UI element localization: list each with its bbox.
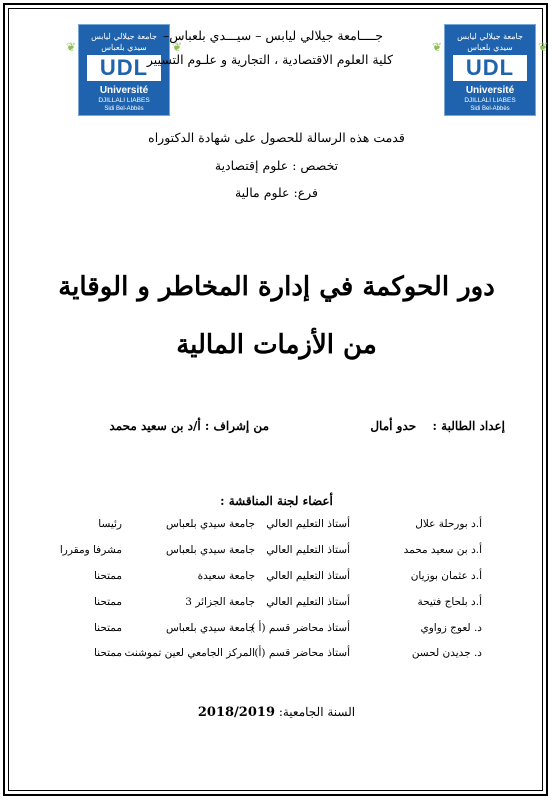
- logo-brand: UDL: [87, 55, 161, 81]
- member-university: جامعة سيدي بلعباس: [165, 518, 255, 530]
- member-name: أ.د بلحاج فتيحة: [417, 596, 482, 608]
- logo-latin-line2: DJILLALI LIABES: [464, 97, 516, 104]
- supervisor-label: من إشراف :: [204, 419, 269, 433]
- year-label: السنة الجامعية:: [278, 705, 356, 719]
- committee-row: [62, 596, 482, 610]
- member-rank: أستاذ التعليم العالي: [266, 544, 350, 556]
- member-name: أ.د بن سعيد محمد: [403, 544, 482, 556]
- member-rank: أستاذ التعليم العالي: [266, 518, 350, 530]
- thesis-title-line1: دور الحوكمة في إدارة المخاطر و الوقاية: [58, 272, 495, 302]
- member-role: رئيسا: [98, 518, 122, 530]
- committee-row: [62, 570, 482, 584]
- logo-latin-line1: Université: [465, 85, 515, 96]
- thesis-title-line2: من الأزمات المالية: [176, 330, 377, 360]
- olive-branch-icon: ❦: [172, 40, 183, 54]
- olive-branch-icon: ❦: [432, 40, 443, 54]
- member-university: جامعة سعيدة: [197, 570, 255, 582]
- specialty: تخصص : علوم إقتصادية: [214, 158, 339, 173]
- student-label: إعداد الطالبة :: [432, 419, 505, 433]
- member-role: ممتحنا: [93, 596, 122, 608]
- member-rank: أستاذ محاضر قسم (أ): [254, 647, 350, 659]
- logo-latin-line3: Sidi Bel-Abbès: [470, 106, 510, 112]
- year-value: 2018/2019: [197, 705, 275, 720]
- supervisor-line: [109, 419, 269, 433]
- member-role: ممتحنا: [93, 647, 122, 659]
- olive-branch-icon: ❦: [538, 40, 549, 54]
- member-role: ممتحنا: [93, 622, 122, 634]
- university-name: جــــامعة جيلالي ليابس – سيـــدي بلعباس–: [162, 28, 383, 43]
- committee-row: [59, 544, 482, 558]
- member-name: أ.د عثمان بوزيان: [410, 570, 482, 582]
- page-border-inner: [8, 8, 543, 791]
- member-university: جامعة الجزائر 3: [185, 596, 255, 608]
- olive-branch-icon: ❦: [66, 40, 77, 54]
- logo-arabic-text: جامعة جيلالي ليابس سيدي بلعباس: [457, 32, 523, 52]
- university-logo-right: [444, 24, 536, 116]
- presented-for-degree: قدمت هذه الرسالة للحصول على شهادة الدكتوراه: [148, 130, 405, 145]
- member-name: أ.د بورحلة علال: [415, 518, 482, 530]
- supervisor-name: أ/د بن سعيد محمد: [109, 419, 201, 433]
- logo-arabic-text: جامعة جيلالي ليابس سيدي بلعباس: [91, 32, 157, 52]
- committee-row: [62, 518, 482, 532]
- committee-heading: أعضاء لجنة المناقشة :: [220, 494, 333, 508]
- member-university: جامعة سيدي بلعباس: [165, 622, 255, 634]
- logo-latin-line2: DJILLALI LIABES: [98, 97, 150, 104]
- committee-row: [62, 647, 482, 661]
- student-line: [370, 419, 505, 433]
- academic-year: [0, 705, 553, 720]
- member-rank: أستاذ محاضر قسم (أ ): [251, 622, 350, 634]
- member-name: د. جديدن لحسن: [411, 647, 482, 659]
- logo-latin-line3: Sidi Bel-Abbès: [104, 106, 144, 112]
- member-name: د. لعوج زواوي: [420, 622, 482, 634]
- committee-row: [62, 622, 482, 636]
- member-university: المركز الجامعي لعين تموشنت: [124, 647, 255, 659]
- student-name: حدو أمال: [370, 419, 417, 433]
- logo-latin-line1: Université: [99, 85, 149, 96]
- university-logo-left: [78, 24, 170, 116]
- member-role: ممتحنا: [93, 570, 122, 582]
- faculty-name: كلية العلوم الاقتصادية ، التجارية و علـوم التسيير: [146, 52, 393, 67]
- member-rank: أستاذ التعليم العالي: [266, 596, 350, 608]
- member-rank: أستاذ التعليم العالي: [266, 570, 350, 582]
- branch: فرع: علوم مالية: [234, 185, 319, 200]
- member-role: مشرفا ومقررا: [59, 544, 122, 556]
- logo-brand: UDL: [453, 55, 527, 81]
- member-university: جامعة سيدي بلعباس: [165, 544, 255, 556]
